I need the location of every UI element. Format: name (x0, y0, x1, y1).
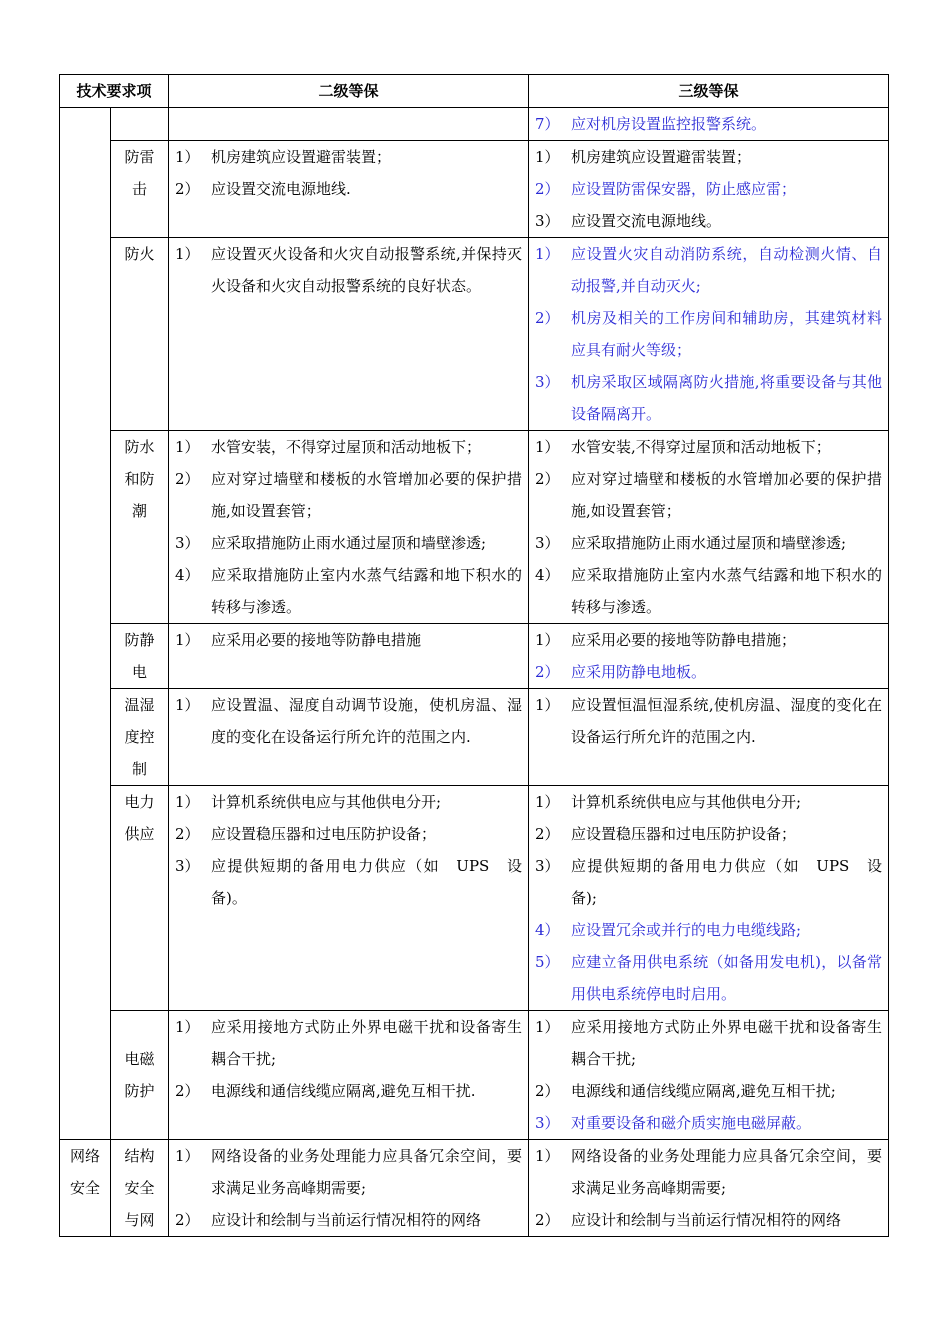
requirement-item (529, 238, 888, 302)
subcategory-label: 度控 (124, 728, 155, 746)
level3-cell (529, 108, 889, 141)
item-number: 2） (535, 1211, 560, 1229)
level2-cell (169, 624, 529, 689)
item-text: 应采用接地方式防止外界电磁干扰和设备寄生耦合干扰; (571, 1018, 883, 1068)
level3-cell (529, 141, 889, 238)
item-text: 计算机系统供电应与其他供电分开; (211, 793, 442, 811)
requirement-item (529, 1204, 888, 1236)
level2-cell (169, 786, 529, 1011)
requirement-item (169, 818, 528, 850)
level3-cell (529, 1011, 889, 1140)
item-number: 3） (175, 534, 200, 552)
level3-cell (529, 689, 889, 786)
table-row (60, 141, 889, 238)
requirement-item (529, 786, 888, 818)
requirement-item (169, 850, 528, 914)
subcategory-cell (111, 108, 169, 141)
requirements-table (59, 74, 889, 1237)
item-number: 1） (175, 1147, 200, 1165)
subcategory-cell (111, 624, 169, 689)
requirement-item (529, 559, 888, 623)
item-number: 1） (175, 696, 200, 714)
category-label: 网络 (69, 1147, 100, 1165)
requirement-item (529, 463, 888, 527)
category-cell (60, 108, 111, 1140)
item-number: 2） (535, 1082, 560, 1100)
item-number: 1） (175, 438, 200, 456)
requirement-item (529, 1075, 888, 1107)
item-text: 应采取措施防止室内水蒸气结露和地下积水的转移与渗透。 (211, 566, 523, 616)
requirement-item (529, 173, 888, 205)
requirement-item (169, 431, 528, 463)
requirement-item (169, 1140, 528, 1204)
item-text: 应设置温、湿度自动调节设施，使机房温、湿度的变化在设备运行所允许的范围之内. (211, 696, 523, 746)
table-row (60, 431, 889, 624)
level3-cell (529, 624, 889, 689)
requirement-item (529, 656, 888, 688)
item-text: 应设置稳压器和过电压防护设备； (211, 825, 437, 843)
item-text: 应设置防雷保安器，防止感应雷； (571, 180, 797, 198)
subcategory-label: 防静 (124, 631, 155, 649)
subcategory-label: 和防 (124, 470, 155, 488)
requirement-item (529, 431, 888, 463)
requirement-item (529, 366, 888, 430)
item-text: 应采用防静电地板。 (571, 663, 707, 681)
requirement-item (529, 1107, 888, 1139)
item-number: 2） (175, 1082, 200, 1100)
item-text: 应提供短期的备用电力供应（如 UPS 设备); (571, 857, 883, 907)
item-number: 2） (175, 825, 200, 843)
subcategory-label: 与网 (124, 1211, 155, 1229)
subcategory-label: 防火 (124, 245, 155, 263)
item-number: 2） (535, 825, 560, 843)
requirement-item (169, 173, 528, 205)
level2-cell (169, 1011, 529, 1140)
requirement-item (169, 624, 528, 656)
requirement-item (529, 689, 888, 753)
subcategory-label: 制 (132, 760, 148, 778)
item-number: 3） (535, 1114, 560, 1132)
item-number: 1） (535, 1147, 560, 1165)
subcategory-label: 防雷 (124, 148, 155, 166)
table-row (60, 1011, 889, 1140)
item-number: 2） (535, 663, 560, 681)
item-number: 1） (535, 245, 560, 263)
level2-cell (169, 108, 529, 141)
category-cell (60, 1140, 111, 1237)
item-number: 1） (175, 631, 200, 649)
subcategory-cell (111, 1011, 169, 1140)
item-text: 应提供短期的备用电力供应（如 UPS 设备)。 (211, 857, 523, 907)
requirement-item (169, 527, 528, 559)
level3-cell (529, 431, 889, 624)
item-number: 2） (175, 1211, 200, 1229)
item-text: 应采用必要的接地等防静电措施； (571, 631, 797, 649)
requirement-item (169, 1204, 528, 1236)
subcategory-label: 电磁 (124, 1050, 155, 1068)
item-text: 对重要设备和磁介质实施电磁屏蔽。 (571, 1114, 812, 1132)
item-text: 应采用必要的接地等防静电措施 (211, 631, 422, 649)
item-number: 1） (175, 1018, 200, 1036)
item-text: 应设计和绘制与当前运行情况相符的网络 (211, 1211, 482, 1229)
requirement-item (169, 141, 528, 173)
level3-cell (529, 786, 889, 1011)
item-text: 电源线和通信线缆应隔离,避免互相干扰. (211, 1082, 476, 1100)
item-number: 1） (535, 631, 560, 649)
item-number: 2） (535, 309, 560, 327)
level2-cell (169, 141, 529, 238)
item-text: 机房及相关的工作房间和辅助房，其建筑材料应具有耐火等级； (571, 309, 883, 359)
requirement-item (169, 1075, 528, 1107)
requirement-item (169, 689, 528, 753)
subcategory-cell (111, 431, 169, 624)
level2-cell (169, 431, 529, 624)
header-level3: 三级等保 (529, 75, 889, 108)
level3-cell (529, 238, 889, 431)
item-number: 4） (535, 566, 560, 584)
table-header-row (60, 75, 889, 108)
item-text: 应设置火灾自动消防系统，自动检测火情、自动报警,并自动灭火; (571, 245, 883, 295)
item-text: 应设置恒温恒湿系统,使机房温、湿度的变化在设备运行所允许的范围之内. (571, 696, 883, 746)
item-text: 计算机系统供电应与其他供电分开; (571, 793, 802, 811)
item-number: 3） (535, 857, 560, 875)
item-text: 应建立备用供电系统（如备用发电机)，以备常用供电系统停电时启用。 (571, 953, 883, 1003)
item-number: 1） (535, 696, 560, 714)
item-text: 网络设备的业务处理能力应具备冗余空间，要求满足业务高峰期需要; (211, 1147, 523, 1197)
requirement-item (169, 559, 528, 623)
item-number: 1） (175, 148, 200, 166)
subcategory-label: 击 (132, 180, 148, 198)
table-row (60, 624, 889, 689)
item-number: 1） (535, 438, 560, 456)
requirement-item (169, 1011, 528, 1075)
item-number: 1） (535, 1018, 560, 1036)
subcategory-label: 供应 (124, 825, 155, 843)
requirement-item (529, 1140, 888, 1204)
level3-cell (529, 1140, 889, 1237)
requirement-item (529, 302, 888, 366)
level2-cell (169, 238, 529, 431)
item-number: 2） (175, 470, 200, 488)
item-text: 电源线和通信线缆应隔离,避免互相干扰; (571, 1082, 836, 1100)
requirement-item (529, 1011, 888, 1075)
table-row (60, 108, 889, 141)
subcategory-label: 安全 (124, 1179, 155, 1197)
requirement-item (529, 624, 888, 656)
item-text: 应设置冗余或并行的电力电缆线路; (571, 921, 802, 939)
subcategory-cell (111, 141, 169, 238)
subcategory-label: 温湿 (124, 696, 155, 714)
requirement-item (529, 108, 888, 140)
item-number: 1） (175, 793, 200, 811)
item-number: 5） (535, 953, 560, 971)
item-text: 应对穿过墙壁和楼板的水管增加必要的保护措施,如设置套管； (211, 470, 523, 520)
requirement-item (529, 914, 888, 946)
item-number: 3） (535, 373, 560, 391)
item-number: 2） (535, 470, 560, 488)
item-text: 应对穿过墙壁和楼板的水管增加必要的保护措施,如设置套管； (571, 470, 883, 520)
item-number: 3） (175, 857, 200, 875)
item-text: 机房采取区域隔离防火措施,将重要设备与其他设备隔离开。 (571, 373, 883, 423)
item-text: 应采用接地方式防止外界电磁干扰和设备寄生耦合干扰; (211, 1018, 523, 1068)
item-text: 水管安装，不得穿过屋顶和活动地板下； (211, 438, 482, 456)
table-row (60, 786, 889, 1011)
item-text: 应对机房设置监控报警系统。 (571, 115, 767, 133)
subcategory-label: 防水 (124, 438, 155, 456)
item-text: 应采取措施防止雨水通过屋顶和墙壁渗透; (571, 534, 847, 552)
header-level2: 二级等保 (169, 75, 529, 108)
item-text: 应设置交流电源地线。 (571, 212, 722, 230)
item-number: 4） (175, 566, 200, 584)
item-text: 应设置交流电源地线. (211, 180, 351, 198)
subcategory-cell (111, 1140, 169, 1237)
subcategory-label: 电 (132, 663, 148, 681)
subcategory-cell (111, 238, 169, 431)
level2-cell (169, 1140, 529, 1237)
requirement-item (529, 850, 888, 914)
requirement-item (529, 527, 888, 559)
requirement-item (529, 946, 888, 1010)
item-number: 3） (535, 534, 560, 552)
subcategory-cell (111, 689, 169, 786)
item-text: 机房建筑应设置避雷装置； (211, 148, 392, 166)
table-row (60, 1140, 889, 1237)
requirement-item (529, 205, 888, 237)
item-number: 7） (535, 115, 560, 133)
item-number: 1） (535, 148, 560, 166)
subcategory-label: 防护 (124, 1082, 155, 1100)
subcategory-cell (111, 786, 169, 1011)
requirement-item (169, 463, 528, 527)
category-label: 安全 (69, 1179, 100, 1197)
item-number: 2） (175, 180, 200, 198)
table-row (60, 238, 889, 431)
requirement-item (529, 818, 888, 850)
requirement-item (529, 141, 888, 173)
item-number: 1） (535, 793, 560, 811)
item-number: 1） (175, 245, 200, 263)
item-text: 机房建筑应设置避雷装置； (571, 148, 752, 166)
item-text: 应设置灭火设备和火灾自动报警系统,并保持灭火设备和火灾自动报警系统的良好状态。 (211, 245, 523, 295)
item-text: 水管安装,不得穿过屋顶和活动地板下； (571, 438, 831, 456)
item-text: 网络设备的业务处理能力应具备冗余空间，要求满足业务高峰期需要; (571, 1147, 883, 1197)
item-text: 应设置稳压器和过电压防护设备； (571, 825, 797, 843)
requirement-item (169, 786, 528, 818)
subcategory-label: 结构 (124, 1147, 155, 1165)
item-text: 应设计和绘制与当前运行情况相符的网络 (571, 1211, 842, 1229)
subcategory-label: 潮 (132, 502, 148, 520)
subcategory-label: 电力 (124, 793, 155, 811)
cell-spacer (111, 1011, 168, 1043)
item-number: 3） (535, 212, 560, 230)
requirement-item (169, 238, 528, 302)
table-row (60, 689, 889, 786)
item-number: 4） (535, 921, 560, 939)
item-number: 2） (535, 180, 560, 198)
item-text: 应采取措施防止雨水通过屋顶和墙壁渗透; (211, 534, 487, 552)
level2-cell (169, 689, 529, 786)
item-text: 应采取措施防止室内水蒸气结露和地下积水的转移与渗透。 (571, 566, 883, 616)
header-tech-requirement: 技术要求项 (60, 75, 169, 108)
